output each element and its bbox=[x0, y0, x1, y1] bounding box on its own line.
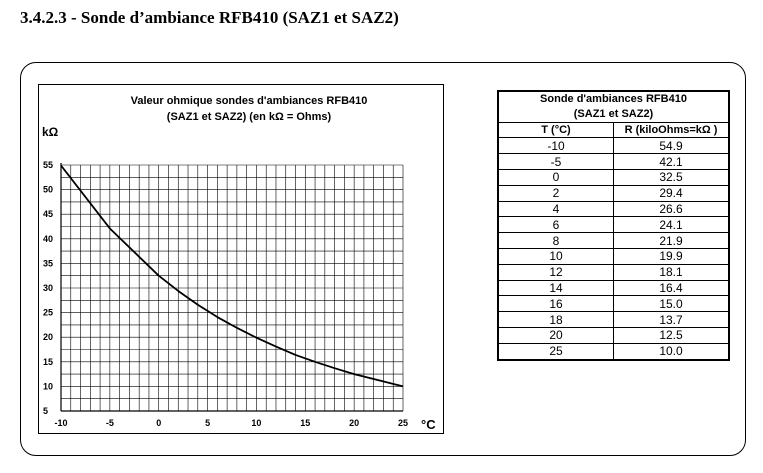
cell-resistance: 29.4 bbox=[614, 185, 730, 201]
table-row bbox=[498, 248, 729, 264]
table-row bbox=[498, 296, 729, 312]
chart-panel bbox=[38, 84, 444, 434]
table-row bbox=[498, 233, 729, 249]
column-header-resistance: R (kiloOhms=kΩ ) bbox=[614, 122, 730, 138]
cell-temperature: 6 bbox=[498, 217, 614, 233]
cell-resistance: 12.5 bbox=[614, 327, 730, 343]
cell-temperature: 0 bbox=[498, 169, 614, 185]
cell-temperature: 12 bbox=[498, 264, 614, 280]
table-caption-line2: (SAZ1 et SAZ2) bbox=[498, 107, 729, 122]
table-row bbox=[498, 264, 729, 280]
resistance-chart bbox=[39, 85, 443, 433]
cell-resistance: 21.9 bbox=[614, 233, 730, 249]
cell-temperature: 16 bbox=[498, 296, 614, 312]
x-tick-label: -10 bbox=[54, 418, 68, 428]
y-tick-label: 5 bbox=[43, 406, 49, 416]
cell-temperature: 14 bbox=[498, 280, 614, 296]
x-tick-label: 5 bbox=[205, 418, 211, 428]
chart-title-line1: Valeur ohmique sondes d'ambiances RFB410 bbox=[130, 95, 368, 107]
cell-resistance: 18.1 bbox=[614, 264, 730, 280]
table-row bbox=[498, 201, 729, 217]
cell-resistance: 42.1 bbox=[614, 154, 730, 170]
x-axis-unit: °C bbox=[421, 417, 436, 432]
cell-resistance: 19.9 bbox=[614, 248, 730, 264]
cell-temperature: -10 bbox=[498, 138, 614, 154]
table-row bbox=[498, 327, 729, 343]
x-tick-label: 0 bbox=[156, 418, 162, 428]
table-row bbox=[498, 185, 729, 201]
chart-title-line2: (SAZ1 et SAZ2) (en kΩ = Ohms) bbox=[166, 111, 332, 123]
x-tick-label: -5 bbox=[105, 418, 114, 428]
cell-resistance: 24.1 bbox=[614, 217, 730, 233]
cell-temperature: 4 bbox=[498, 201, 614, 217]
y-axis-unit: kΩ bbox=[42, 125, 59, 139]
table-row bbox=[498, 138, 729, 154]
table-row bbox=[498, 169, 729, 185]
y-tick-label: 45 bbox=[43, 209, 54, 220]
cell-resistance: 32.5 bbox=[614, 169, 730, 185]
cell-resistance: 16.4 bbox=[614, 280, 730, 296]
x-tick-label: 25 bbox=[397, 418, 409, 428]
cell-resistance: 26.6 bbox=[614, 201, 730, 217]
y-tick-label: 55 bbox=[43, 160, 54, 170]
table-row bbox=[498, 312, 729, 328]
cell-resistance: 10.0 bbox=[614, 343, 730, 359]
column-header-temperature: T (°C) bbox=[498, 122, 614, 138]
cell-temperature: 8 bbox=[498, 233, 614, 249]
resistance-table bbox=[497, 90, 730, 361]
cell-temperature: -5 bbox=[498, 154, 614, 170]
x-tick-label: 15 bbox=[300, 418, 311, 428]
table-row bbox=[498, 154, 729, 170]
cell-temperature: 2 bbox=[498, 185, 614, 201]
cell-temperature: 20 bbox=[498, 327, 614, 343]
x-tick-label: 10 bbox=[251, 418, 262, 428]
cell-temperature: 10 bbox=[498, 248, 614, 264]
y-tick-label: 25 bbox=[43, 307, 54, 318]
y-tick-label: 10 bbox=[43, 381, 54, 392]
x-tick-label: 20 bbox=[349, 418, 360, 428]
y-tick-label: 40 bbox=[43, 233, 54, 244]
y-tick-label: 35 bbox=[43, 258, 54, 269]
y-tick-label: 15 bbox=[43, 356, 54, 367]
cell-temperature: 18 bbox=[498, 312, 614, 328]
table-caption-line1: Sonde d'ambiances RFB410 bbox=[498, 91, 729, 107]
cell-resistance: 54.9 bbox=[614, 138, 730, 154]
table-row bbox=[498, 280, 729, 296]
y-tick-label: 20 bbox=[43, 332, 54, 343]
cell-resistance: 13.7 bbox=[614, 312, 730, 328]
section-heading: 3.4.2.3 - Sonde d’ambiance RFB410 (SAZ1 et SAZ2) bbox=[20, 8, 399, 27]
cell-temperature: 25 bbox=[498, 343, 614, 359]
table-row bbox=[498, 217, 729, 233]
y-tick-label: 50 bbox=[43, 184, 54, 195]
y-tick-label: 30 bbox=[43, 283, 54, 293]
table-row bbox=[498, 343, 729, 359]
cell-resistance: 15.0 bbox=[614, 296, 730, 312]
